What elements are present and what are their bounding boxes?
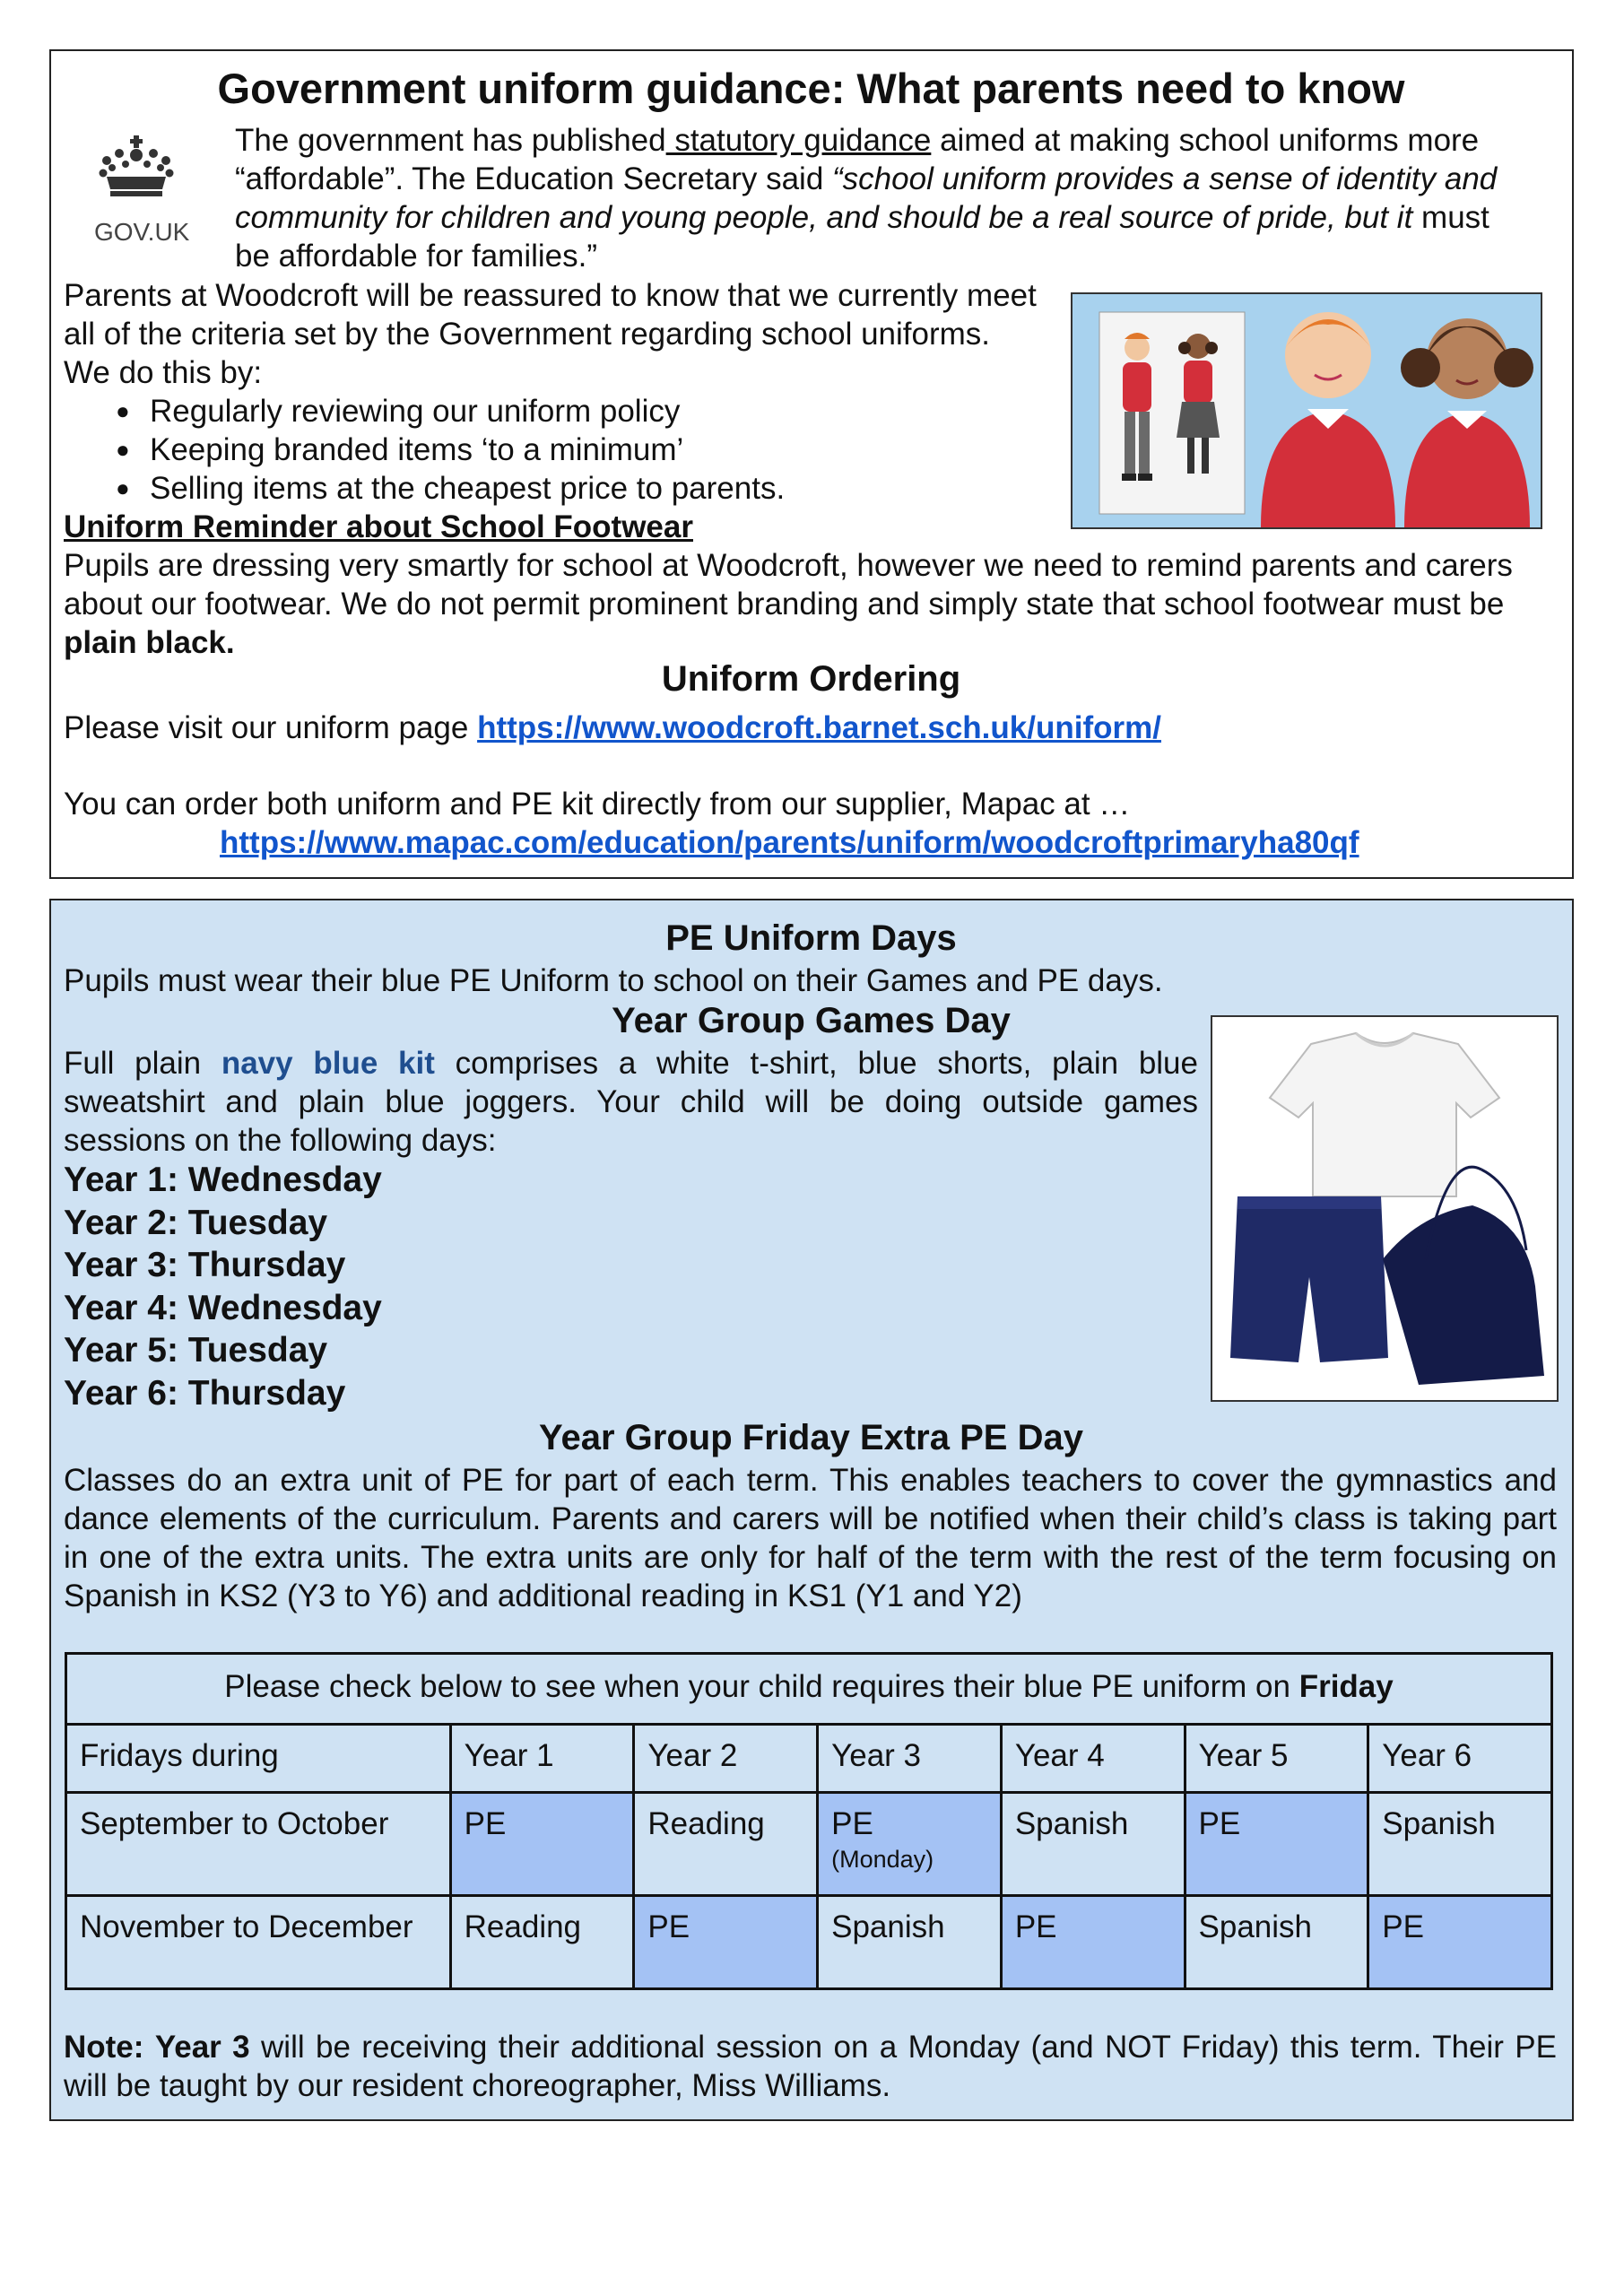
pe-days-text: Pupils must wear their blue PE Uniform to school on their Games and PE days. xyxy=(64,963,1163,998)
kit-text: comprises a white t-shirt, blue shorts, plain blue sweatshirt and plain blue joggers. Your child will be doing outside games sessions on the following days: xyxy=(64,1046,1198,1158)
list-item: ● Selling items at the cheapest price to parents. xyxy=(51,469,1038,508)
table-cell: PE xyxy=(1368,1896,1552,1989)
table-header-row xyxy=(66,1725,1552,1793)
table-row xyxy=(66,1793,1552,1896)
list-item: Year 4: Wednesday xyxy=(64,1288,382,1327)
reassure-text: Parents at Woodcroft will be reassured to know that we currently meet all of the criteria set by the Government regarding school uniforms. We do this by: xyxy=(64,278,1037,390)
intro-text: aimed at making school uniforms more xyxy=(931,123,1480,158)
table-caption-row xyxy=(66,1654,1552,1725)
kit-description xyxy=(64,1044,1198,1160)
list-item: ● Regularly reviewing our uniform policy xyxy=(51,392,1038,430)
intro-text: The government has published xyxy=(235,123,666,158)
supplier-link[interactable] xyxy=(220,823,1359,862)
table-header: Year 5 xyxy=(1185,1725,1368,1793)
secretary-quote: community for children and young people, and should be a real source of pride, but it xyxy=(235,200,1413,235)
friday-pe-heading: Year Group Friday Extra PE Day xyxy=(539,1418,1083,1457)
ordering-body: Please visit our uniform page xyxy=(64,710,478,745)
note-label: Note: xyxy=(64,2030,144,2065)
table-header: Year 2 xyxy=(634,1725,818,1793)
table-cell: PE xyxy=(634,1896,818,1989)
note-year: Year 3 xyxy=(154,2030,250,2065)
list-item: Year 1: Wednesday xyxy=(64,1161,382,1199)
list-item: ● Keeping branded items ‘to a minimum’ xyxy=(51,430,1038,469)
games-day-heading: Year Group Games Day xyxy=(612,1001,1011,1040)
table-header: Year 4 xyxy=(1001,1725,1185,1793)
secretary-quote: “school uniform provides a sense of identity and xyxy=(832,161,1498,196)
intro-text: must xyxy=(1412,200,1489,235)
table-header: Year 6 xyxy=(1368,1725,1552,1793)
cell-note: (Monday) xyxy=(831,1846,934,1873)
footwear-text xyxy=(64,546,1561,662)
pe-kit-photo xyxy=(1211,1015,1559,1402)
table-cell: PE xyxy=(1185,1793,1368,1896)
friday-pe-table xyxy=(65,1652,1553,1990)
table-cell: Spanish xyxy=(1001,1793,1185,1896)
table-cell: PE xyxy=(450,1793,634,1896)
table-cell: Spanish xyxy=(1368,1793,1552,1896)
table-cell: PE xyxy=(1001,1896,1185,1989)
gov-uk-logo-text: GOV.UK xyxy=(94,218,190,246)
supplier-text: You can order both uniform and PE kit directly from our supplier, Mapac at … xyxy=(64,787,1131,822)
uniform-guidance-panel xyxy=(49,49,1574,879)
table-row xyxy=(66,1896,1552,1989)
footwear-heading: Uniform Reminder about School Footwear xyxy=(64,509,693,544)
pe-uniform-panel xyxy=(49,899,1574,2121)
statutory-guidance-link[interactable]: statutory guidance xyxy=(665,123,932,158)
footwear-emphasis: plain black. xyxy=(64,625,235,660)
criteria-list xyxy=(51,392,1038,508)
guidance-intro xyxy=(235,121,1562,275)
list-item: Year 2: Tuesday xyxy=(64,1203,328,1242)
table-header: Year 3 xyxy=(818,1725,1002,1793)
cell-value: PE xyxy=(831,1806,873,1841)
list-item: Year 5: Tuesday xyxy=(64,1331,328,1370)
table-header: Year 1 xyxy=(450,1725,634,1793)
uniform-page-link[interactable]: https://www.woodcroft.barnet.sch.uk/uniform/ xyxy=(477,710,1161,745)
uniform-illustration xyxy=(1071,292,1542,529)
table-cell: Spanish xyxy=(1185,1896,1368,1989)
kit-text: Full plain xyxy=(64,1046,221,1081)
table-cell: Reading xyxy=(634,1793,818,1896)
caption-day: Friday xyxy=(1298,1669,1394,1704)
table-header: Fridays during xyxy=(66,1725,451,1793)
table-caption xyxy=(66,1654,1552,1725)
ordering-heading: Uniform Ordering xyxy=(661,659,961,699)
friday-pe-text: Classes do an extra unit of PE for part of each term. This enables teachers to cover the gymnastics and dance elements of the curriculum. Parents and carers will be notified when their child’s class is taking part in one of the extra units. The extra units are only for half of the term with the rest of the term focusing on Spanish in KS2 (Y3 to Y6) and additional reading in KS1 (Y1 and Y2) xyxy=(64,1463,1557,1613)
footwear-body: Pupils are dressing very smartly for school at Woodcroft, however we need to remind parents and carers about our footwear. We do not permit prominent branding and simply state that school footwear must be xyxy=(64,548,1513,622)
table-cell: September to October xyxy=(66,1793,451,1896)
note-text: will be receiving their additional session on a Monday (and NOT Friday) this term. Their PE will be taught by our resident choreographer, Miss Williams. xyxy=(64,2030,1557,2103)
caption-text: Please check below to see when your child requires their blue PE uniform on xyxy=(224,1669,1299,1704)
table-cell: November to December xyxy=(66,1896,451,1989)
games-days-list xyxy=(64,1159,382,1414)
kit-highlight: navy blue kit xyxy=(221,1046,435,1081)
ordering-text xyxy=(64,709,1561,747)
table-cell: Reading xyxy=(450,1896,634,1989)
year3-note xyxy=(64,2028,1557,2105)
intro-text: “affordable”. The Education Secretary said xyxy=(235,161,833,196)
list-item: Year 3: Thursday xyxy=(64,1246,346,1284)
pe-days-heading: PE Uniform Days xyxy=(665,918,957,958)
list-item: Year 6: Thursday xyxy=(64,1373,346,1413)
page-title: Government uniform guidance: What parents need to know xyxy=(217,65,1405,112)
mapac-link[interactable]: https://www.mapac.com/education/parents/uniform/woodcroftprimaryha80qf xyxy=(220,825,1359,860)
table-cell: Spanish xyxy=(818,1896,1002,1989)
table-cell xyxy=(818,1793,1002,1896)
intro-text: be affordable for families.” xyxy=(235,239,598,274)
